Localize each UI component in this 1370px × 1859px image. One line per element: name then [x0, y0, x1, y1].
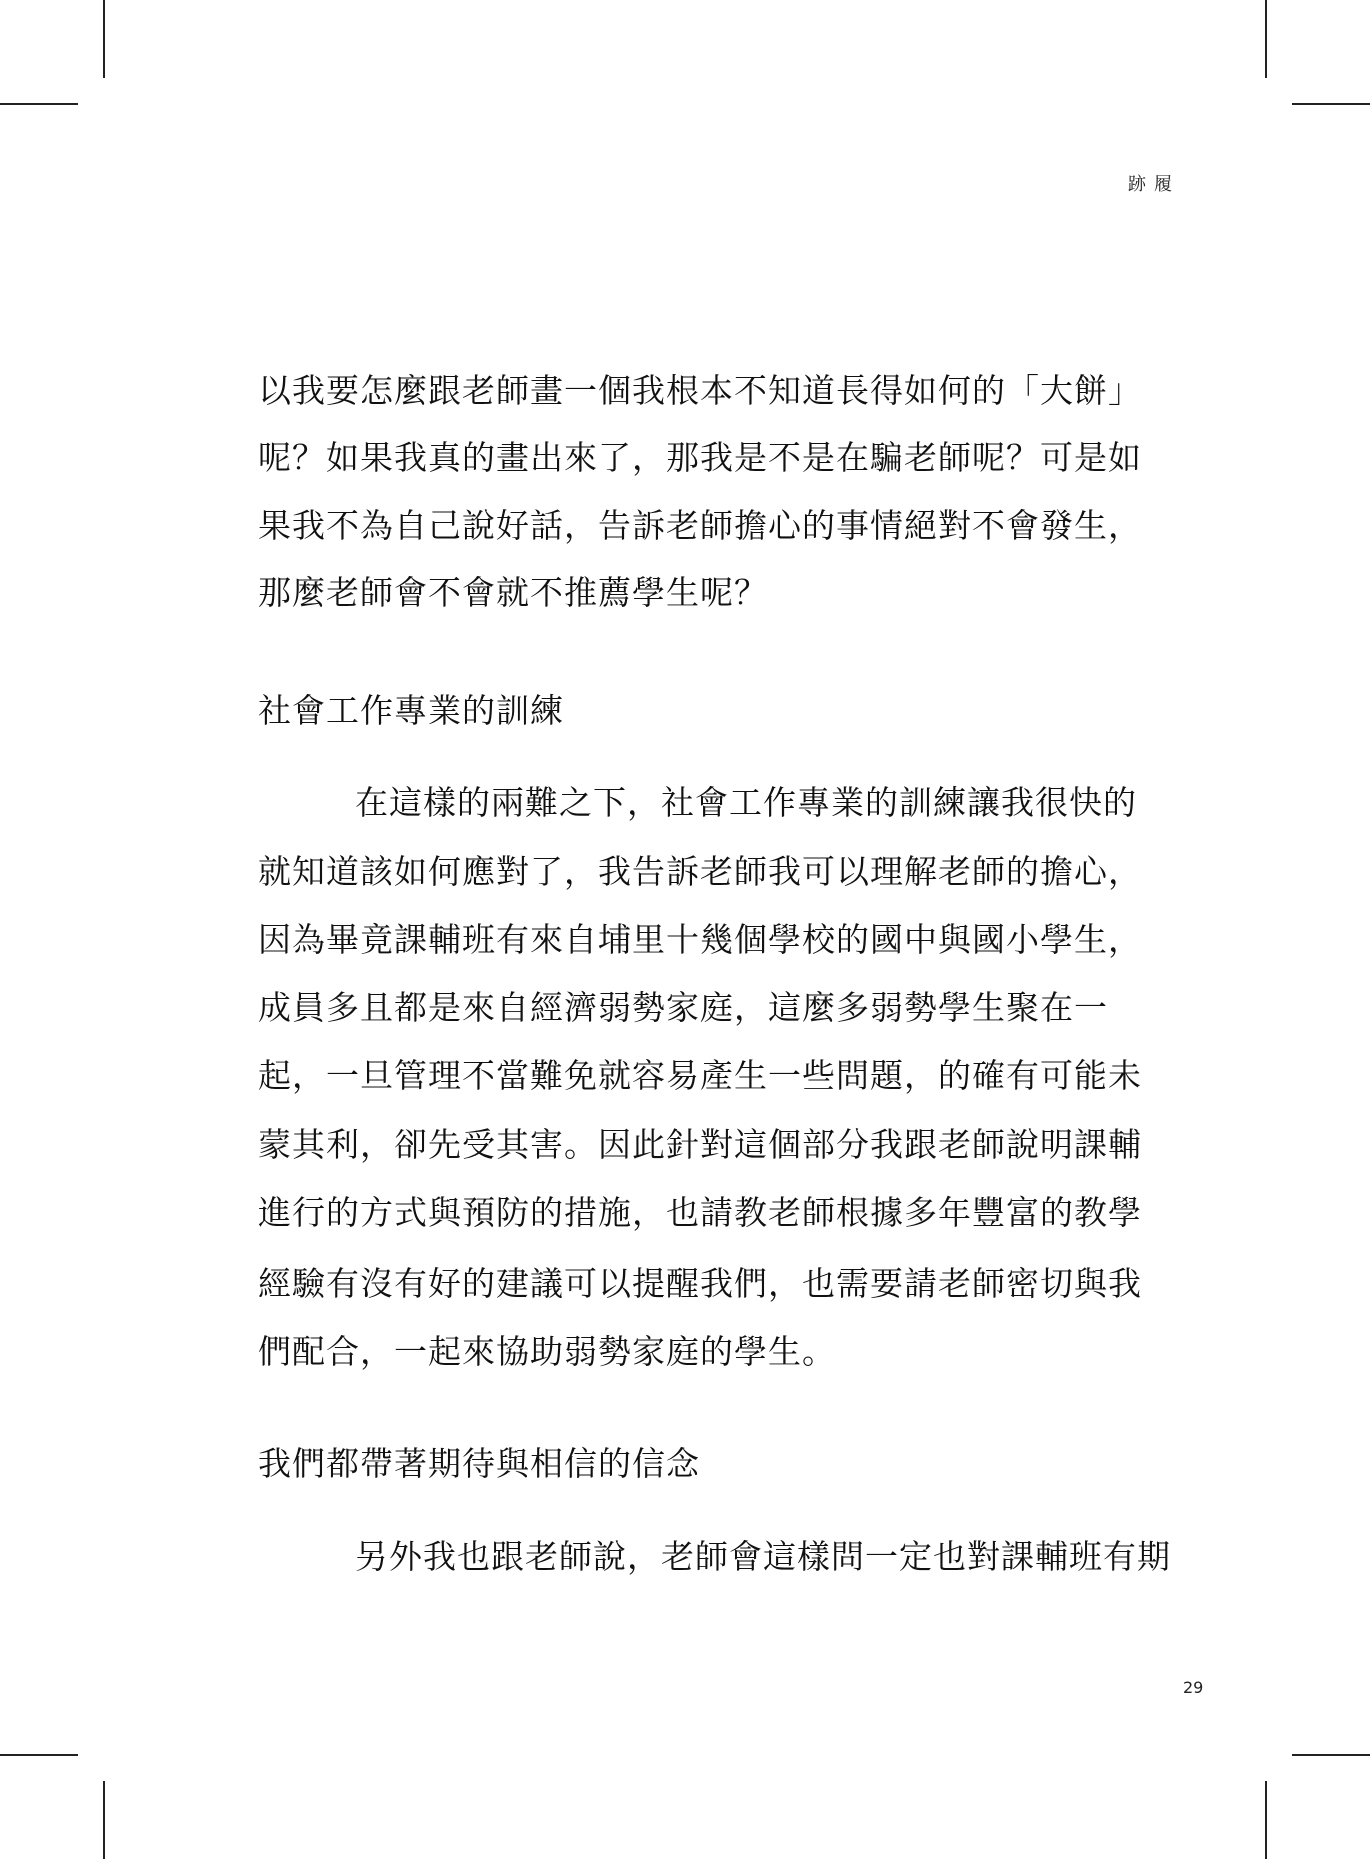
paragraph-line: 在這樣的兩難之下，社會工作專業的訓練讓我很快的 [355, 783, 1137, 822]
crop-mark-bottom-right-vertical [1265, 1781, 1267, 1859]
paragraph-line: 以我要怎麼跟老師畫一個我根本不知道長得如何的「大餅」 [258, 371, 1142, 410]
paragraph-line: 另外我也跟老師說，老師會這樣問一定也對課輔班有期 [355, 1537, 1171, 1576]
crop-mark-top-right-vertical [1265, 0, 1267, 78]
paragraph-line: 蒙其利，卻先受其害。因此針對這個部分我跟老師說明課輔 [258, 1125, 1142, 1164]
paragraph-line: 進行的方式與預防的措施，也請教老師根據多年豐富的教學 [258, 1193, 1142, 1232]
crop-mark-top-left-horizontal [0, 103, 78, 105]
section-heading: 我們都帶著期待與相信的信念 [258, 1444, 700, 1483]
crop-mark-bottom-left-horizontal [0, 1754, 78, 1756]
paragraph-line: 那麼老師會不會就不推薦學生呢？ [258, 573, 768, 612]
crop-mark-bottom-left-vertical [103, 1781, 105, 1859]
paragraph-line: 經驗有沒有好的建議可以提醒我們，也需要請老師密切與我 [258, 1264, 1142, 1303]
paragraph-line: 起，一旦管理不當難免就容易產生一些問題，的確有可能未 [258, 1056, 1142, 1095]
section-heading: 社會工作專業的訓練 [258, 691, 564, 730]
running-header: 跡履 [1128, 174, 1180, 195]
paragraph-line: 因為畢竟課輔班有來自埔里十幾個學校的國中與國小學生， [258, 920, 1142, 959]
crop-mark-top-right-horizontal [1292, 103, 1370, 105]
page-number: 29 [1183, 1678, 1204, 1697]
crop-mark-bottom-right-horizontal [1292, 1754, 1370, 1756]
paragraph-line: 們配合，一起來協助弱勢家庭的學生。 [258, 1332, 836, 1371]
crop-mark-top-left-vertical [103, 0, 105, 78]
paragraph-line: 成員多且都是來自經濟弱勢家庭，這麼多弱勢學生聚在一 [258, 988, 1108, 1027]
paragraph-line: 果我不為自己說好話，告訴老師擔心的事情絕對不會發生， [258, 506, 1142, 545]
paragraph-line: 呢？如果我真的畫出來了，那我是不是在騙老師呢？可是如 [258, 438, 1142, 477]
paragraph-line: 就知道該如何應對了，我告訴老師我可以理解老師的擔心， [258, 852, 1142, 891]
